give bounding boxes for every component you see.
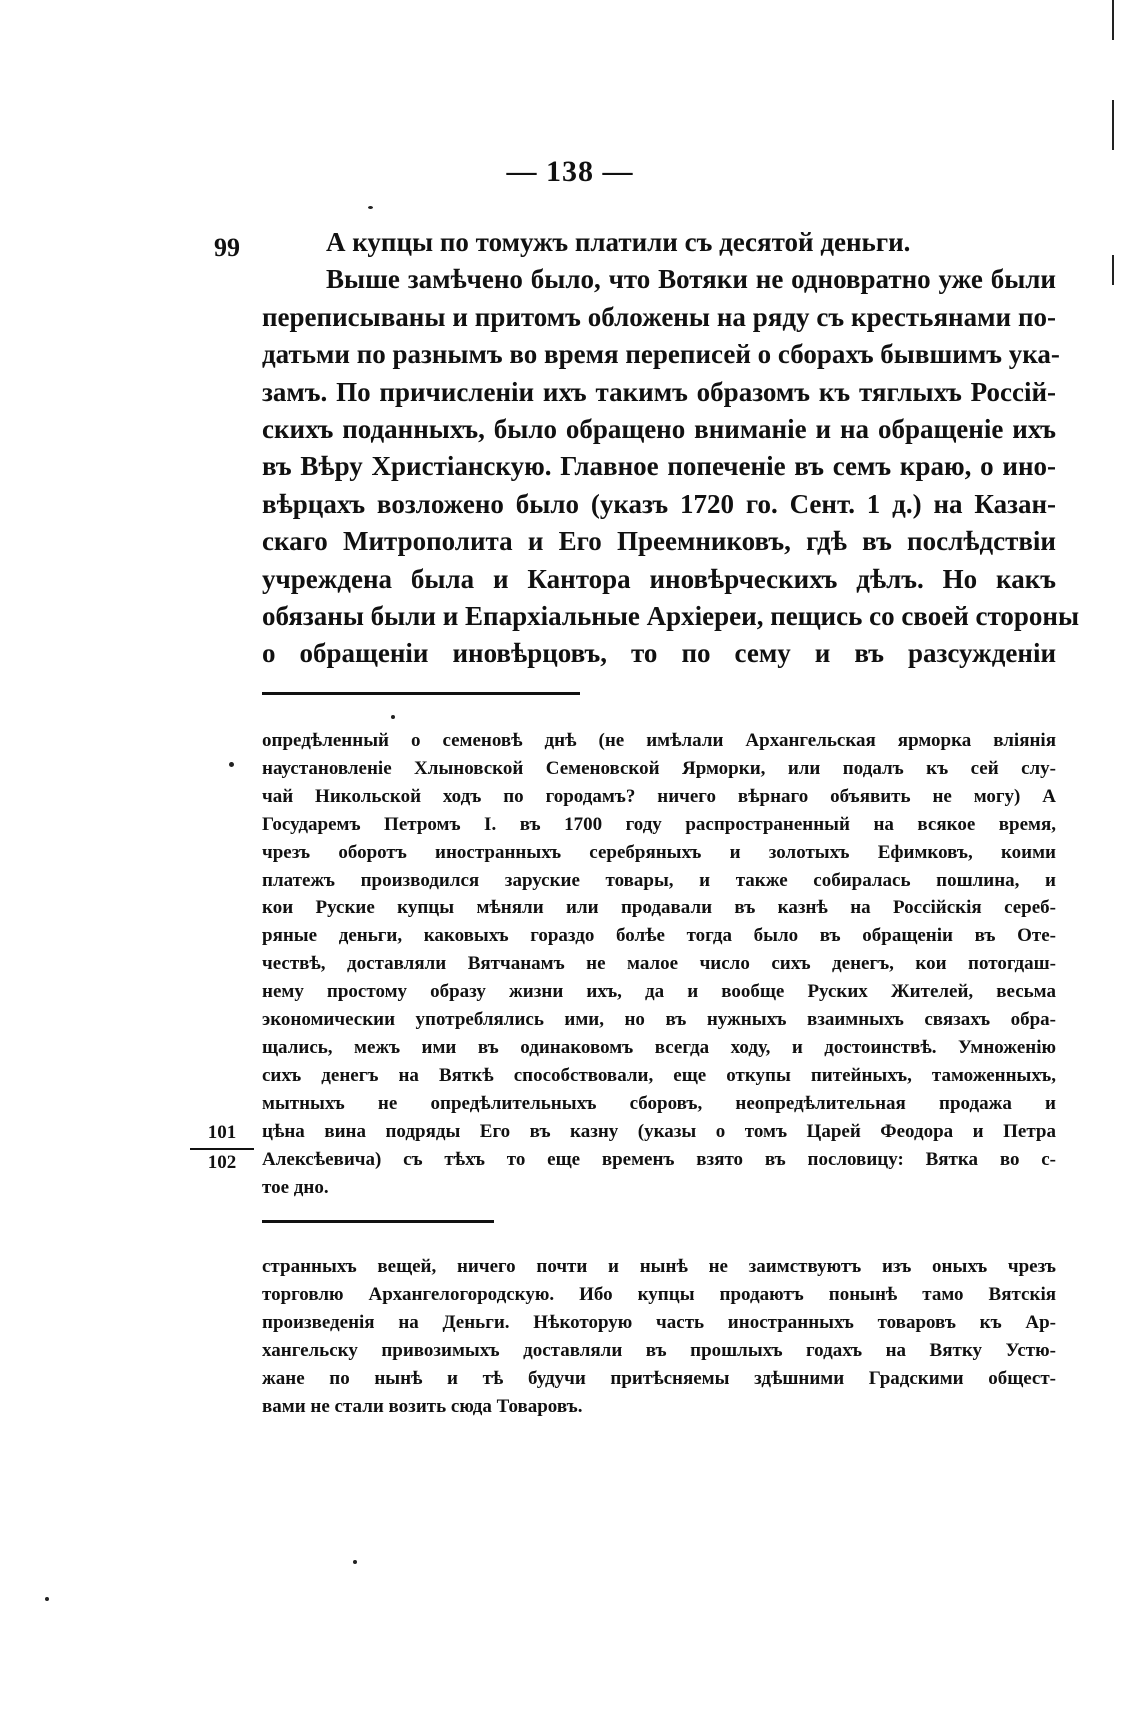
main-line: учреждена была и Кантора иновѣрческихъ дѣлъ. Но какъ [262,563,1056,594]
folio-marker-denominator: 102 [207,1152,237,1173]
footnote-line: чествѣ, доставляли Вятчанамъ не малое число сихъ денегъ, кои потогдаш- [262,953,1056,975]
folio-marker [192,1122,252,1174]
footnote-line: нему простому образу жизни ихъ, да и вообще Руских Жителей, весьма [262,981,1056,1003]
main-line: вѣрцахъ возложено было (указъ 1720 го. Сент. 1 д.) на Казан- [262,488,1056,519]
ink-speck [391,715,395,719]
footnote-line: чрезъ оборотъ иностранныхъ серебряныхъ и золотыхъ Ефимковъ, коими [262,841,1056,863]
main-line: Выше замѣчено было, что Вотяки не одновратно уже были [326,264,1056,295]
ink-speck [229,762,234,767]
footnote-line: вами не стали возить сюда Товаровъ. [262,1395,583,1417]
main-line: въ Вѣру Христіанскую. Главное попеченіе въ семъ краю, о ино- [262,451,1056,482]
page-edge-line-middle [1112,100,1114,150]
footnote-line: чай Никольской ходъ по городамъ? ничего вѣрнаго объявить не могу) А [262,785,1056,807]
main-line: переписываны и притомъ обложены на ряду съ крестьянами по- [262,301,1056,332]
main-line: о обращеніи иновѣрцовъ, то по сему и въ разсужденіи [262,638,1056,669]
footnote-line: платежъ производился заруские товары, и также собиралась пошлина, и [262,869,1056,891]
main-line: замъ. По причисленіи ихъ такимъ образомъ къ тяглыхъ Россій- [262,376,1056,407]
footnote-line: торговлю Архангелогородскую. Ибо купцы продаютъ понынѣ тамо Вятскія [262,1283,1056,1305]
main-line: обязаны были и Епархіальные Архіереи, пещись со своей стороны [262,601,1080,632]
main-line: датьми по разнымъ во время переписей о сборахъ бывшимъ ука- [262,339,1060,370]
footnote-line: жане по нынѣ и тѣ будучи притѣсняемы здѣшними Градскими общест- [262,1367,1056,1389]
ink-speck [45,1597,49,1601]
margin-marker: 99 [214,233,240,262]
footnote-line: кои Руские купцы мѣняли или продавали въ казнѣ на Россійскія сереб- [262,897,1056,919]
page-edge-line-top [1112,0,1114,40]
ink-speck [368,206,373,209]
main-line: А купцы по томужъ платили съ десятой деньги. [326,227,911,257]
footnote-line: Алексѣевича) съ тѣхъ то еще временъ взято въ пословицу: Вятка во с- [262,1148,1056,1170]
footnote-line: произведенія на Деньги. Нѣкоторую часть иностранныхъ товаровъ къ Ар- [262,1311,1056,1333]
page-edge-line-lower [1112,255,1114,285]
footnote-line: цѣна вина подряды Его въ казну (указы о томъ Царей Феодора и Петра [262,1120,1056,1142]
footnote-separator-rule [262,692,580,695]
footnote-line: ряные деньги, каковыхъ гораздо болѣе тогда было въ обращеніи въ Оте- [262,925,1056,947]
page-number: — 138 — [506,155,634,188]
main-line: скихъ поданныхъ, было обращено вниманіе и на обращеніе ихъ [262,414,1056,445]
footnote-line: странныхъ вещей, ничего почти и нынѣ не заимствуютъ изъ оныхъ чрезъ [262,1256,1056,1277]
second-footnote-rule [262,1220,494,1223]
footnote-line: опредѣленный о семеновѣ днѣ (не имѣлали Архангельская ярморка вліянія [262,730,1056,751]
ink-speck [353,1560,357,1564]
footnote-line: наустановленіе Хлыновской Семеновской Ярморки, или подалъ къ сей слу- [262,757,1056,779]
footnote-line: мытныхъ не опредѣлительныхъ сборовъ, неопредѣлительная продажа и [262,1092,1056,1114]
main-paragraph [262,224,1080,673]
second-footnote [262,1253,1056,1420]
footnote-line: экономическии употреблялись ими, но въ нужныхъ взаимныхъ связахъ обра- [262,1009,1056,1031]
footnote-line: щались, межъ ими въ одинаковомъ всегда ходу, и достоинствѣ. Умноженію [262,1036,1056,1058]
footnote-line: Государемъ Петромъ I. въ 1700 году распространенный на всякое время, [262,813,1056,835]
footnote-continuation [262,727,1056,1201]
footnote-line: сихъ денегъ на Вяткѣ способствовали, еще откупы питейныхъ, таможенныхъ, [262,1064,1056,1086]
main-line: скаго Митрополита и Его Преемниковъ, гдѣ въ послѣдствіи [262,526,1056,557]
footnote-line: хангельску привозимыхъ доставляли въ прошлыхъ годахъ на Вятку Устю- [262,1339,1056,1361]
folio-marker-numerator: 101 [207,1122,237,1143]
footnote-line: тое дно. [262,1176,329,1198]
